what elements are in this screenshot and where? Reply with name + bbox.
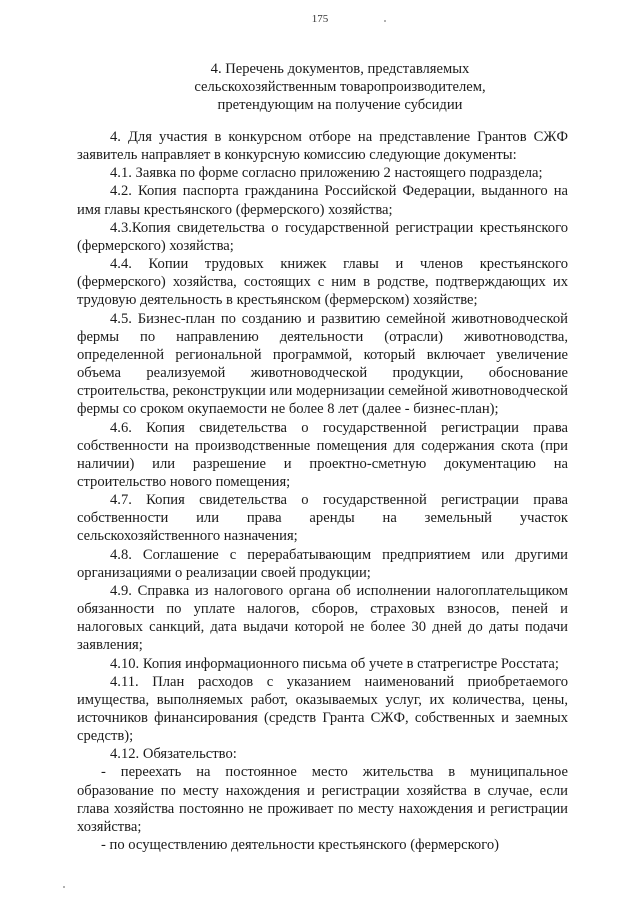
paragraph-4-6: 4.6. Копия свидетельства о государственной регистрации права собственности на производственные помещения для содержания скота (при наличии) или разрешение и проектно-сметную документацию на строительство нового помещения; xyxy=(77,419,568,490)
paragraph-4-4: 4.4. Копии трудовых книжек главы и членов крестьянского (фермерского) хозяйства, состоящих с ним в родстве, подтверждающих их трудовую деятельность в крестьянском (фермерском) хозяйстве; xyxy=(77,256,568,309)
paragraph-4-7: 4.7. Копия свидетельства о государственной регистрации права собственности или права аренды на земельный участок сельскохозяйственного назначения; xyxy=(77,492,568,545)
paragraph-dash-activity: - по осуществлению деятельности крестьянского (фермерского) xyxy=(101,837,499,854)
paragraph-4-10: 4.10. Копия информационного письма об учете в статрегистре Росстата; xyxy=(110,655,559,672)
paragraph-4-12: 4.12. Обязательство: xyxy=(110,746,237,763)
heading-line: претендующим на получение субсидии xyxy=(217,97,463,113)
paragraph-4-2: 4.2. Копия паспорта гражданина Российской Федерации, выданного на имя главы крестьянского (фермерского) хозяйства; xyxy=(77,183,568,218)
paragraph-4-11: 4.11. План расходов с указанием наименований приобретаемого имущества, выполняемых работ, оказываемых услуг, их количества, цены, источников финансирования (средств Гранта СЖФ, собственных и заемных средств); xyxy=(77,673,568,745)
paragraph-4-8: 4.8. Соглашение с перерабатывающим предприятием или другими организациями о реализации своей продукции; xyxy=(77,546,568,581)
paragraph-4-5: 4.5. Бизнес-план по созданию и развитию семейной животноводческой фермы по направлению деятельности (отрасли) животноводства, определенной региональной программой, который включает увеличение объема реализуемой животноводческой продукции, обоснование строительства, реконструкции или модернизации семейной животноводческой фермы со сроком окупаемости не более 8 лет (далее - бизнес-план); xyxy=(77,310,568,418)
paragraph-4-3: 4.3.Копия свидетельства о государственной регистрации крестьянского (фермерского) хозяйства; xyxy=(77,219,568,254)
scan-speck xyxy=(63,886,65,888)
paragraph-intro: 4. Для участия в конкурсном отборе на представление Грантов СЖФ заявитель направляет в конкурсную комиссию следующие документы: xyxy=(77,129,568,164)
paragraph-4-1: 4.1. Заявка по форме согласно приложению 2 настоящего подраздела; xyxy=(110,165,543,182)
heading-line: сельскохозяйственным товаропроизводителем, xyxy=(194,79,486,95)
document-body xyxy=(77,128,568,854)
scan-speck xyxy=(384,20,386,22)
paragraph-4-9: 4.9. Справка из налогового органа об исполнении налогоплательщиком обязанности по уплате налогов, сборов, страховых взносов, пеней и налоговых санкций, дата выдачи которой не более 30 дней до даты подачи заявления; xyxy=(77,582,568,654)
paragraph-dash-relocate: - переехать на постоянное место жительства в муниципальное образование по месту нахождения и регистрации хозяйства в случае, если глава хозяйства постоянно не проживает по месту нахождения и регистрации хозяйства; xyxy=(77,764,568,835)
page-number: 175 xyxy=(311,13,329,25)
section-heading xyxy=(150,60,530,114)
heading-line: 4. Перечень документов, представляемых xyxy=(210,61,470,77)
